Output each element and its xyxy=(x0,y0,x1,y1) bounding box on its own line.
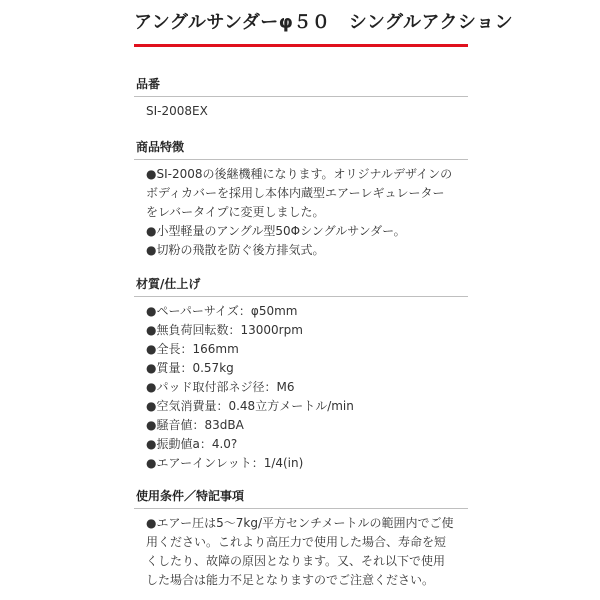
spec-item: ●騒音値：83dBA xyxy=(146,418,244,432)
spec-item: ●エアーインレット：1/4(in) xyxy=(146,456,304,470)
specs-section xyxy=(134,270,468,473)
part-number-value: SI-2008EX xyxy=(146,104,208,118)
feature-line: をレバータイプに変更しました。 xyxy=(146,205,325,219)
condition-line: 用ください。これより高圧力で使用した場合、寿命を短 xyxy=(146,535,447,549)
feature-line: ボディカバーを採用し本体内蔵型エアーレギュレーター xyxy=(146,186,445,200)
features-heading: 商品特徴 xyxy=(134,133,468,160)
feature-line: ●切粉の飛散を防ぐ後方排気式。 xyxy=(146,243,325,257)
part-number-heading: 品番 xyxy=(134,70,468,97)
features-body xyxy=(134,160,468,260)
conditions-section xyxy=(134,482,468,590)
part-number-body xyxy=(134,97,468,121)
spec-item: ●質量：0.57kg xyxy=(146,361,234,375)
specs-body xyxy=(134,297,468,473)
feature-line: ●小型軽量のアングル型50Φシングルサンダー。 xyxy=(146,224,406,238)
features-section xyxy=(134,133,468,260)
condition-line: ●エアー圧は5～7kg/平方センチメートルの範囲内でご使 xyxy=(146,516,454,530)
condition-line: した場合は能力不足となりますのでご注意ください。 xyxy=(146,573,435,587)
spec-item: ●ペーパーサイズ：φ50mm xyxy=(146,304,298,318)
conditions-heading: 使用条件／特記事項 xyxy=(134,482,468,509)
title-underline xyxy=(134,44,468,47)
spec-item: ●無負荷回転数：13000rpm xyxy=(146,323,303,337)
spec-item: ●全長：166mm xyxy=(146,342,239,356)
conditions-body xyxy=(134,509,468,590)
page-title: アングルサンダーφ５０ シングルアクション xyxy=(134,12,514,33)
condition-line: くしたり、故障の原因となります。又、それ以下で使用 xyxy=(146,554,446,568)
part-number-section xyxy=(134,70,468,121)
specs-heading: 材質/仕上げ xyxy=(134,270,468,297)
spec-item: ●パッド取付部ネジ径：M6 xyxy=(146,380,295,394)
spec-item: ●振動値a：4.0? xyxy=(146,437,238,451)
spec-item: ●空気消費量：0.48立方メートル/min xyxy=(146,399,354,413)
feature-line: ●SI-2008の後継機種になります。オリジナルデザインの xyxy=(146,167,453,181)
